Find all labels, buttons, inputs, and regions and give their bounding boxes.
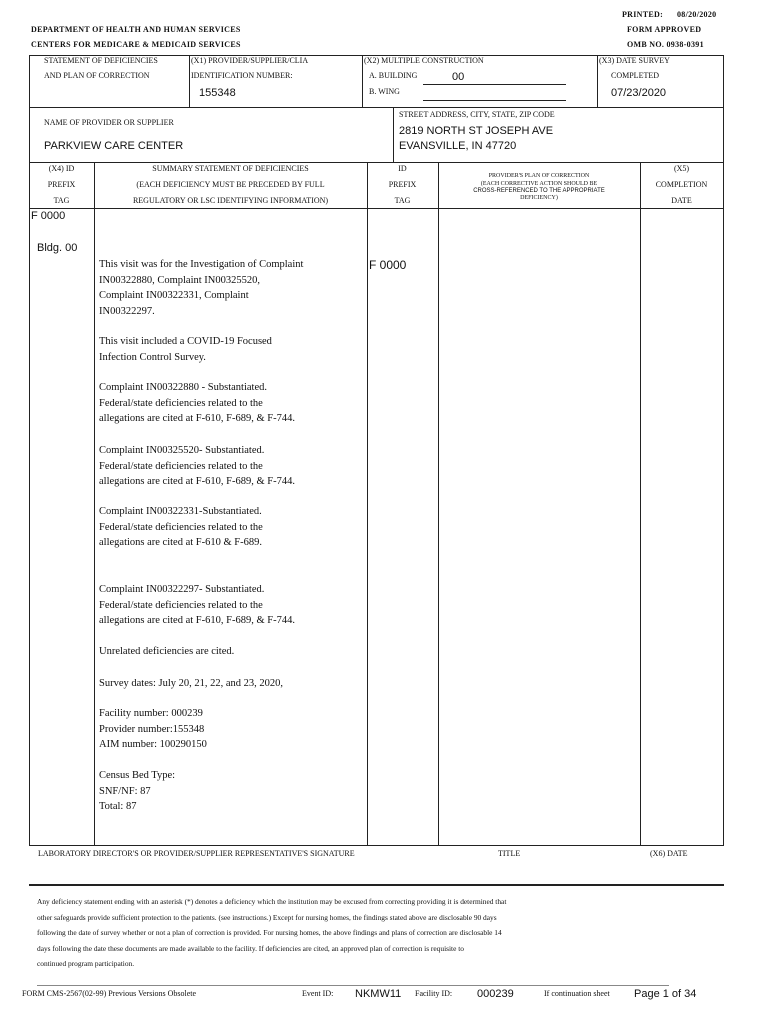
rule (29, 162, 30, 845)
plan-header-4: DEFICIENCY) (520, 195, 558, 201)
rule (29, 208, 724, 209)
text-line: allegations are cited at F-610, F-689, & F-744. (99, 615, 295, 626)
id-header-1: ID (398, 164, 407, 173)
rule (94, 162, 95, 845)
text-line: Complaint IN00322880 - Substantiated. (99, 382, 267, 393)
paragraph-complaint-4 (99, 582, 367, 629)
x5-header-3: DATE (671, 196, 692, 205)
title-label: TITLE (498, 849, 521, 858)
printed-date: 08/20/2020 (677, 10, 717, 19)
text-line: Complaint IN00322331-Substantiated. (99, 506, 262, 517)
text-line: Complaint IN00325520- Substantiated. (99, 445, 265, 456)
page-number: Page 1 of 34 (634, 988, 697, 1000)
event-id-label: Event ID: (302, 989, 334, 998)
rule (29, 107, 724, 108)
summary-header-2: (EACH DEFICIENCY MUST BE PRECEDED BY FULL (136, 180, 325, 189)
text-line: Survey dates: July 20, 21, 22, and 23, 2020, (99, 678, 284, 689)
rule (29, 55, 30, 107)
plan-header-2: (EACH CORRECTIVE ACTION SHOULD BE (480, 181, 598, 187)
text-line: Infection Control Survey. (99, 351, 206, 363)
statement-label-1: STATEMENT OF DEFICIENCIES (44, 56, 158, 65)
disclaimer-line: continued program participation. (37, 959, 135, 968)
text-line: This visit was for the Investigation of Complaint (99, 259, 304, 270)
text-line: allegations are cited at F-610, F-689, & F-744. (99, 476, 295, 487)
signature-rule (29, 884, 724, 886)
rule (29, 107, 30, 162)
rule (367, 162, 368, 845)
disclaimer-line: days following the date these documents are made available to the facility. If deficiencies are cited, an approved plan of correction is requisite to (37, 943, 464, 953)
x3-label-1: (X3) DATE SURVEY (599, 56, 670, 65)
building-value: 00 (452, 71, 465, 83)
x4-header-1: (X4) ID (48, 164, 75, 173)
building-tag: Bldg. 00 (37, 242, 78, 254)
rule (723, 107, 724, 162)
event-id-value: NKMW11 (355, 988, 402, 1000)
text-line: Federal/state deficiencies related to the (99, 599, 263, 611)
paragraph-survey-dates (99, 676, 367, 692)
text-line: IN00322880, Complaint IN00325520, (99, 274, 260, 286)
continuation-label: If continuation sheet (544, 989, 610, 998)
rule (723, 55, 724, 107)
text-line: Federal/state deficiencies related to the (99, 397, 263, 409)
x5-header-2: COMPLETION (655, 180, 708, 189)
printed-label: PRINTED: (622, 10, 664, 19)
text-line: This visit included a COVID-19 Focused (99, 336, 272, 347)
text-line: allegations are cited at F-610, F-689, & F-744. (99, 413, 295, 424)
footer-rule (37, 985, 669, 986)
x2-label: (X2) MULTIPLE CONSTRUCTION (364, 56, 484, 65)
x1-label-2: IDENTIFICATION NUMBER: (191, 71, 293, 80)
rule (29, 845, 724, 846)
wing-label: B. WING (369, 87, 400, 96)
plan-header-1: PROVIDER'S PLAN OF CORRECTION (488, 173, 590, 179)
tag-left: F 0000 (31, 210, 66, 222)
rule (29, 162, 724, 163)
text-line: allegations are cited at F-610 & F-689. (99, 537, 263, 548)
signature-label: LABORATORY DIRECTOR'S OR PROVIDER/SUPPLIER REPRESENTATIVE'S SIGNATURE (38, 849, 355, 858)
paragraph-covid (99, 334, 367, 365)
text-line: Federal/state deficiencies related to the (99, 521, 263, 533)
x3-label-2: COMPLETED (611, 71, 659, 80)
department-title: DEPARTMENT OF HEALTH AND HUMAN SERVICES (31, 25, 241, 34)
paragraph-complaint-3 (99, 504, 367, 551)
survey-date-value: 07/23/2020 (611, 87, 667, 99)
id-header-3: TAG (394, 196, 411, 205)
paragraph-complaint-2 (99, 443, 367, 490)
tag-right: F 0000 (369, 258, 407, 272)
summary-header-3: REGULATORY OR LSC IDENTIFYING INFORMATION) (132, 196, 329, 205)
text-line: Total: 87 (99, 801, 137, 812)
rule (438, 162, 439, 845)
paragraph-facility (99, 706, 367, 753)
wing-underline (423, 100, 566, 101)
form-approved: FORM APPROVED (627, 25, 702, 34)
text-line: Federal/state deficiencies related to the (99, 460, 263, 472)
omb-number: OMB NO. 0938-0391 (627, 40, 704, 49)
disclaimer-line: other safeguards provide sufficient protection to the patients. (see instructions.) Except for nursing homes, the findings stated above are disclosable 90 days (37, 912, 497, 922)
rule (723, 162, 724, 845)
x6-date-label: (X6) DATE (650, 849, 688, 858)
address-label: STREET ADDRESS, CITY, STATE, ZIP CODE (399, 110, 555, 119)
text-line: Provider number:155348 (99, 723, 205, 735)
x1-label-1: (X1) PROVIDER/SUPPLIER/CLIA (191, 56, 309, 65)
disclaimer (37, 894, 717, 972)
statement-label-2: AND PLAN OF CORRECTION (44, 71, 150, 80)
summary-header-1: SUMMARY STATEMENT OF DEFICIENCIES (152, 164, 309, 173)
plan-header-3: CROSS-REFERENCED TO THE APPROPRIATE (473, 188, 605, 194)
text-line: Complaint IN00322297- Substantiated. (99, 584, 265, 595)
rule (393, 107, 394, 162)
text-line: SNF/NF: 87 (99, 785, 151, 797)
paragraph-census (99, 768, 367, 815)
building-label: A. BUILDING (369, 71, 418, 80)
rule (597, 55, 598, 107)
facility-id-value: 000239 (477, 988, 514, 1000)
text-line: Facility number: 000239 (99, 708, 203, 719)
x4-header-2: PREFIX (47, 180, 76, 189)
address-line-1: 2819 NORTH ST JOSEPH AVE (399, 125, 554, 137)
facility-id-label: Facility ID: (415, 989, 453, 998)
text-line: Census Bed Type: (99, 770, 176, 781)
paragraph-complaint-1 (99, 380, 367, 427)
id-header-2: PREFIX (388, 180, 417, 189)
text-line: AIM number: 100290150 (99, 739, 207, 750)
paragraph-visit (99, 257, 367, 319)
x4-header-3: TAG (53, 196, 70, 205)
paragraph-unrelated (99, 644, 367, 660)
text-line: Unrelated deficiencies are cited. (99, 646, 235, 657)
address-line-2: EVANSVILLE, IN 47720 (399, 140, 517, 152)
rule (640, 162, 641, 845)
rule (362, 55, 363, 107)
form-id: FORM CMS-2567(02-99) Previous Versions Obsolete (22, 989, 197, 998)
provider-name-label: NAME OF PROVIDER OR SUPPLIER (44, 118, 174, 127)
provider-name-value: PARKVIEW CARE CENTER (44, 140, 184, 152)
x5-header-1: (X5) (673, 164, 690, 173)
text-line: Complaint IN00322331, Complaint (99, 290, 249, 301)
provider-id-value: 155348 (199, 87, 236, 99)
rule (189, 55, 190, 107)
building-underline (423, 84, 566, 85)
centers-title: CENTERS FOR MEDICARE & MEDICAID SERVICES (31, 40, 241, 49)
disclaimer-line: following the date of survey whether or not a plan of correction is provided. For nursing homes, the above findings and plans of correction are disclosable 14 (37, 928, 502, 937)
text-line: IN00322297. (99, 305, 155, 317)
disclaimer-line: Any deficiency statement ending with an asterisk (*) denotes a deficiency which the institution may be excused from correcting providing it is determined that (37, 897, 507, 906)
